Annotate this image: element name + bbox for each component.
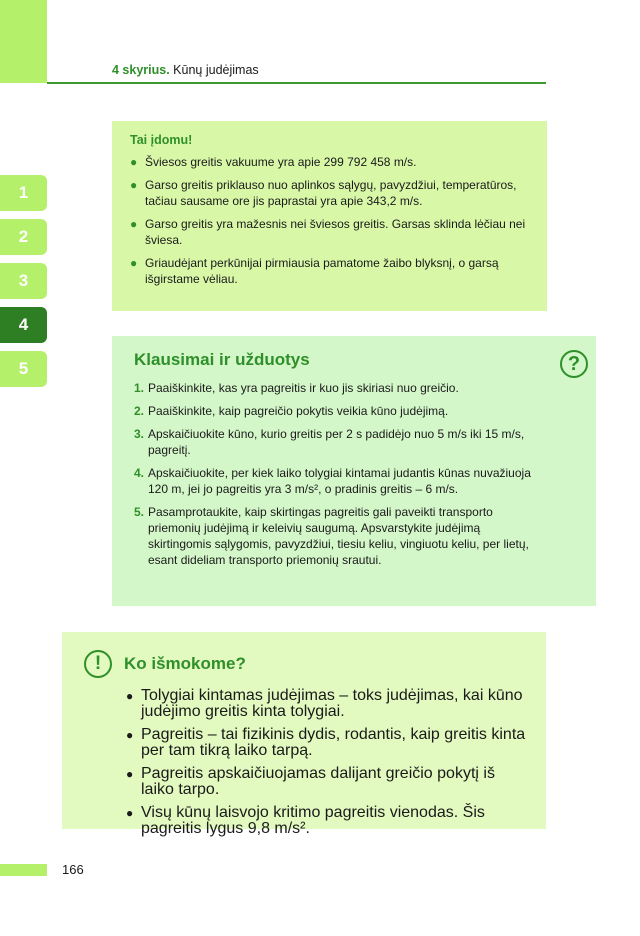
bullet-icon: ●: [130, 155, 138, 169]
question-number: 2.: [134, 404, 145, 418]
list-item: [130, 154, 533, 170]
chapter-title: Kūnų judėjimas: [173, 63, 259, 77]
question-item: [134, 380, 546, 396]
question-number: 4.: [134, 466, 145, 480]
bullet-icon: ●: [130, 217, 138, 231]
question-item: [134, 426, 546, 458]
list-item: [130, 255, 533, 287]
bullet-icon: ●: [126, 767, 134, 781]
item-text: Garso greitis priklauso nuo aplinkos sąlygų, pavyzdžiui, temperatūros, tačiau sausame ore jis paprastai yra apie 343,2 m/s.: [145, 178, 517, 208]
learned-box: [62, 632, 546, 837]
interesting-title: Tai įdomu!: [130, 133, 193, 147]
item-text: Griaudėjant perkūnijai pirmiausia pamatome žaibo blyksnį, o garsą išgirstame vėliau.: [145, 256, 499, 286]
question-text: Paaiškinkite, kas yra pagreitis ir kuo jis skiriasi nuo greičio.: [148, 381, 459, 395]
item-text: Pagreitis – tai fizikinis dydis, rodantis, kaip greitis kinta per tam tikrą laiko tarpą.: [141, 726, 526, 759]
questions-box: [112, 336, 596, 606]
item-text: Tolygiai kintamas judėjimas – toks judėjimas, kai kūno judėjimo greitis kinta tolygiai.: [141, 687, 523, 720]
list-item: [130, 216, 533, 248]
question-item: [134, 504, 546, 568]
chapter-tab-5[interactable]: 5: [0, 351, 47, 387]
item-text: Visų kūnų laisvojo kritimo pagreitis vienodas. Šis pagreitis lygus 9,8 m/s².: [141, 804, 485, 837]
list-item: [126, 727, 526, 759]
chapter-tab-2[interactable]: 2: [0, 219, 47, 255]
question-text: Pasamprotaukite, kaip skirtingas pagreitis gali paveikti transporto priemonių judėjimą ir keleivių saugumą. Apsvarstykite judėjimą skirtingomis sąlygomis, pavyzdžiui, tiesiu keliu, vingiuotu keliu, per lietų, esant dideliam transporto priemonių srautui.: [148, 505, 529, 567]
chapter-tab-4[interactable]: 4: [0, 307, 47, 343]
question-item: [134, 403, 546, 419]
questions-title: Klausimai ir užduotys: [134, 350, 310, 369]
list-item: [130, 177, 533, 209]
list-item: [126, 805, 526, 837]
bullet-icon: ●: [126, 689, 134, 703]
exclamation-circle-icon: !: [84, 650, 112, 678]
running-header: [112, 63, 259, 77]
question-number: 5.: [134, 505, 145, 519]
chapter-label: 4 skyrius.: [112, 63, 170, 77]
page-number: 166: [62, 862, 84, 877]
list-item: [126, 766, 526, 798]
bullet-icon: ●: [126, 728, 134, 742]
bullet-icon: ●: [130, 256, 138, 270]
header-rule: [47, 82, 546, 84]
item-text: Pagreitis apskaičiuojamas dalijant greičio pokytį iš laiko tarpo.: [141, 765, 495, 798]
bullet-icon: ●: [126, 806, 134, 820]
question-text: Apskaičiuokite kūno, kurio greitis per 2 s padidėjo nuo 5 m/s iki 15 m/s, pagreitį.: [148, 427, 525, 457]
bullet-icon: ●: [130, 178, 138, 192]
chapter-tab-1[interactable]: 1: [0, 175, 47, 211]
learned-title: Ko išmokome?: [124, 654, 246, 673]
question-item: [134, 465, 546, 497]
list-item: [126, 688, 526, 720]
chapter-tab-3[interactable]: 3: [0, 263, 47, 299]
item-text: Garso greitis yra mažesnis nei šviesos greitis. Garsas sklinda lėčiau nei šviesa.: [145, 217, 526, 247]
footer-accent: [0, 864, 47, 876]
item-text: Šviesos greitis vakuume yra apie 299 792 458 m/s.: [145, 155, 417, 169]
question-text: Paaiškinkite, kaip pagreičio pokytis veikia kūno judėjimą.: [148, 404, 449, 418]
question-text: Apskaičiuokite, per kiek laiko tolygiai kintamai judantis kūnas nuvažiuoja 120 m, jei jo pagreitis yra 3 m/s², o pradinis greitis – 6 m/s.: [148, 466, 531, 496]
question-number: 3.: [134, 427, 145, 441]
corner-accent: [0, 0, 47, 83]
interesting-box: [112, 121, 547, 311]
chapter-tabs: [0, 175, 47, 395]
question-number: 1.: [134, 381, 145, 395]
question-circle-icon: ?: [560, 350, 588, 378]
